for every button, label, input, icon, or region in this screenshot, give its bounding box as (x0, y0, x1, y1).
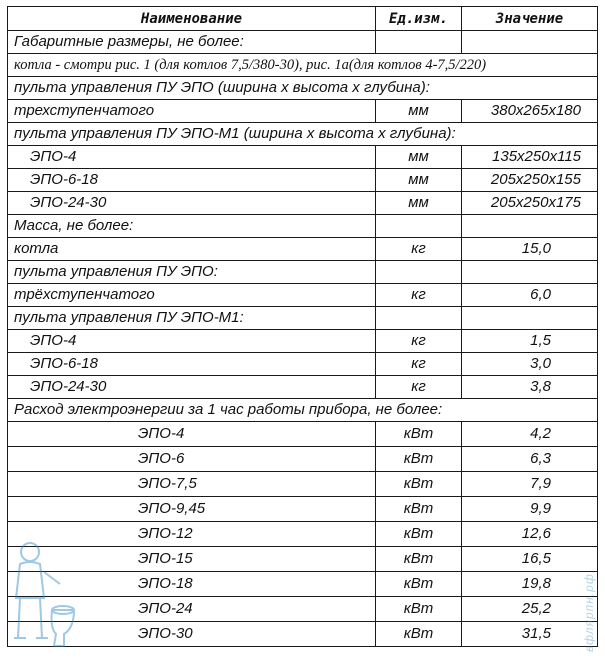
row-unit: кг (376, 284, 462, 307)
row-value: 15,0 (462, 238, 598, 261)
table-row (8, 399, 598, 422)
site-watermark-text: вфлярпн.рф (582, 573, 596, 652)
header-unit: Ед.изм. (376, 7, 462, 31)
table-row (8, 146, 598, 169)
table-row (8, 330, 598, 353)
row-label: ЭПО-24 (8, 597, 376, 622)
header-value: Значение (462, 7, 598, 31)
table-row (8, 31, 598, 54)
row-value: 4,2 (462, 422, 598, 447)
row-value: 1,5 (462, 330, 598, 353)
row-value: 3,8 (462, 376, 598, 399)
row-value: 31,5 (462, 622, 598, 647)
row-unit: кг (376, 376, 462, 399)
row-unit: кВт (376, 447, 462, 472)
row-label: ЭПО-6-18 (8, 169, 376, 192)
row-label: трёхступенчатого (8, 284, 376, 307)
row-unit: кВт (376, 597, 462, 622)
table-row (8, 447, 598, 472)
row-label: ЭПО-24-30 (8, 192, 376, 215)
row-label: Масса, не более: (8, 215, 376, 238)
row-label: ЭПО-4 (8, 422, 376, 447)
site-watermark (580, 548, 600, 654)
table-row (8, 307, 598, 330)
table-row (8, 54, 598, 77)
row-unit (376, 215, 462, 238)
table-body (8, 31, 598, 647)
table-row (8, 123, 598, 146)
table-row (8, 422, 598, 447)
table-row (8, 100, 598, 123)
row-label: ЭПО-12 (8, 522, 376, 547)
row-unit (376, 307, 462, 330)
row-label: пульта управления ПУ ЭПО-М1: (8, 307, 376, 330)
table-row (8, 284, 598, 307)
row-label: ЭПО-15 (8, 547, 376, 572)
row-unit: кг (376, 238, 462, 261)
row-unit: кг (376, 330, 462, 353)
row-label: ЭПО-24-30 (8, 376, 376, 399)
table-row (8, 77, 598, 100)
row-label: ЭПО-9,45 (8, 497, 376, 522)
table-row (8, 597, 598, 622)
row-value: 205x250x175 (462, 192, 598, 215)
row-value: 16,5 (462, 547, 598, 572)
table-row (8, 376, 598, 399)
row-label: ЭПО-18 (8, 572, 376, 597)
table-row (8, 238, 598, 261)
table-header-row (8, 7, 598, 31)
row-label: Габаритные размеры, не более: (8, 31, 376, 54)
plumber-mascot-icon (8, 538, 78, 650)
row-value: 3,0 (462, 353, 598, 376)
row-unit: кВт (376, 547, 462, 572)
spec-table (7, 6, 598, 647)
row-unit: кВт (376, 572, 462, 597)
row-label: ЭПО-6 (8, 447, 376, 472)
row-label: трехступенчатого (8, 100, 376, 123)
table-row (8, 547, 598, 572)
row-unit: мм (376, 169, 462, 192)
row-unit (376, 31, 462, 54)
row-value: 6,3 (462, 447, 598, 472)
row-label: Расход электроэнергии за 1 час работы прибора, не более: (8, 399, 598, 422)
row-label: ЭПО-7,5 (8, 472, 376, 497)
row-value: 25,2 (462, 597, 598, 622)
row-value (462, 31, 598, 54)
row-value: 380x265x180 (462, 100, 598, 123)
row-unit: кВт (376, 422, 462, 447)
row-value: 205x250x155 (462, 169, 598, 192)
row-value: 9,9 (462, 497, 598, 522)
row-label: ЭПО-30 (8, 622, 376, 647)
row-label: пульта управления ПУ ЭПО-М1 (ширина х высота х глубина): (8, 123, 598, 146)
row-unit: кВт (376, 622, 462, 647)
row-label: пульта управления ПУ ЭПО: (8, 261, 376, 284)
row-unit: мм (376, 192, 462, 215)
table-row (8, 192, 598, 215)
table-row (8, 497, 598, 522)
row-label: котла - смотри рис. 1 (для котлов 7,5/380-30), рис. 1а(для котлов 4-7,5/220) (8, 54, 598, 77)
row-value (462, 215, 598, 238)
row-value: 6,0 (462, 284, 598, 307)
row-label: котла (8, 238, 376, 261)
table-row (8, 169, 598, 192)
row-value: 7,9 (462, 472, 598, 497)
table-row (8, 353, 598, 376)
table-row (8, 472, 598, 497)
row-unit: кВт (376, 497, 462, 522)
row-unit: кВт (376, 472, 462, 497)
table-row (8, 522, 598, 547)
row-value: 12,6 (462, 522, 598, 547)
table-row (8, 215, 598, 238)
row-unit: мм (376, 100, 462, 123)
row-value: 135x250x115 (462, 146, 598, 169)
row-label: ЭПО-4 (8, 330, 376, 353)
table-row (8, 261, 598, 284)
header-name: Наименование (8, 7, 376, 31)
row-value: 19,8 (462, 572, 598, 597)
row-value (462, 261, 598, 284)
row-unit: мм (376, 146, 462, 169)
table-row (8, 622, 598, 647)
row-unit: кг (376, 353, 462, 376)
row-label: ЭПО-4 (8, 146, 376, 169)
row-value (462, 307, 598, 330)
row-unit (376, 261, 462, 284)
row-label: пульта управления ПУ ЭПО (ширина х высота х глубина): (8, 77, 598, 100)
row-unit: кВт (376, 522, 462, 547)
table-row (8, 572, 598, 597)
row-label: ЭПО-6-18 (8, 353, 376, 376)
